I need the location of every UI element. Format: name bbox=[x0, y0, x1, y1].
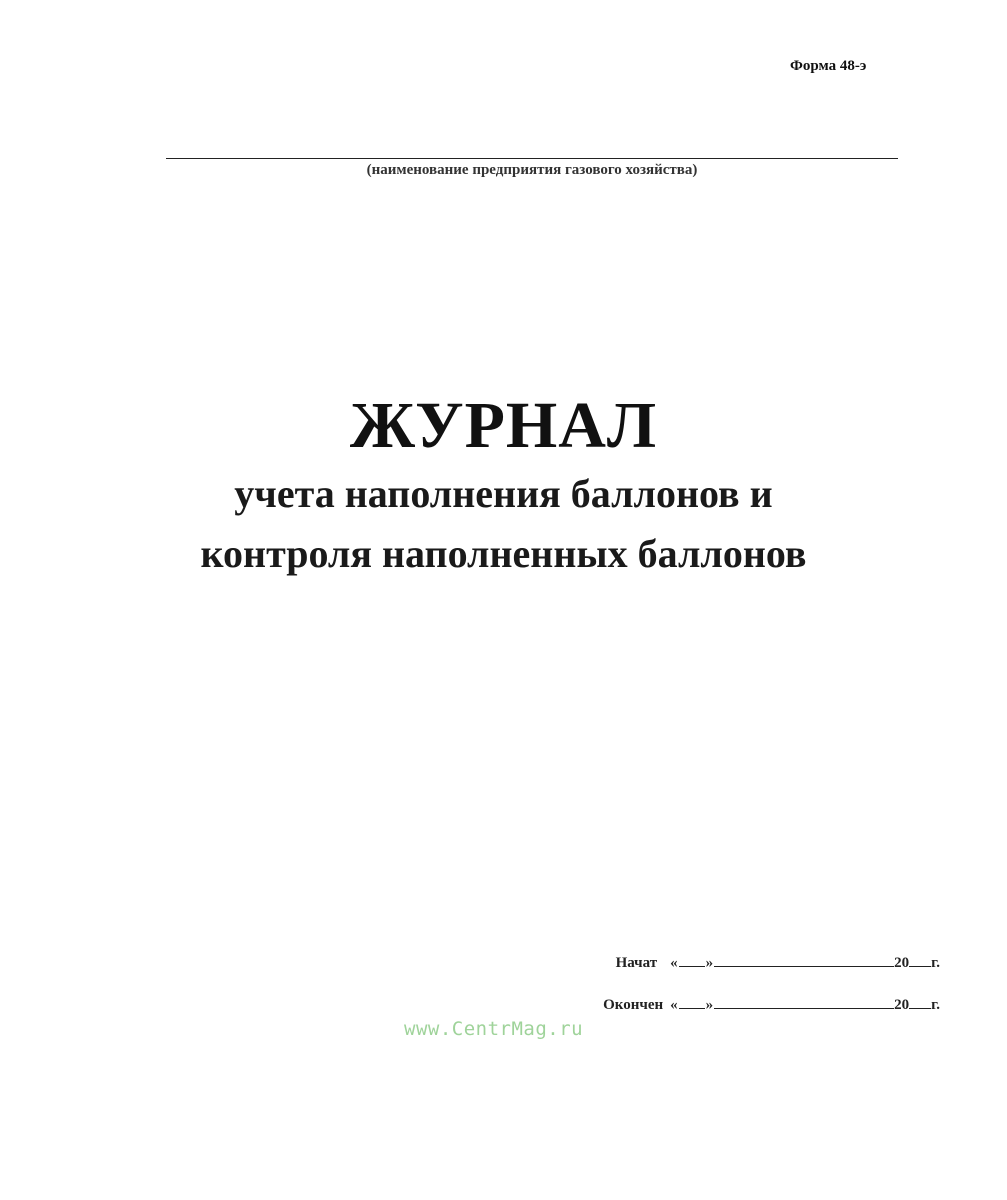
year-prefix: 20 bbox=[894, 955, 910, 971]
started-label: Начат bbox=[615, 955, 658, 971]
year-blank bbox=[909, 996, 931, 1009]
year-prefix: 20 bbox=[894, 997, 910, 1013]
year-blank bbox=[909, 954, 931, 967]
organization-name-line bbox=[166, 158, 898, 159]
watermark: www.CentrMag.ru bbox=[404, 1018, 584, 1040]
open-quote: « bbox=[670, 997, 678, 1013]
ended-label: Окончен bbox=[603, 997, 664, 1013]
organization-name-caption: (наименование предприятия газового хозяйства) bbox=[366, 162, 698, 178]
day-blank bbox=[679, 996, 705, 1009]
month-blank bbox=[714, 996, 894, 1009]
close-quote: » bbox=[705, 955, 714, 971]
ended-date-row bbox=[603, 996, 940, 1014]
month-blank bbox=[714, 954, 894, 967]
day-blank bbox=[679, 954, 705, 967]
journal-subtitle-line-1: учета наполнения баллонов и bbox=[234, 471, 773, 516]
year-suffix: г. bbox=[931, 955, 940, 971]
started-date-row bbox=[616, 954, 940, 972]
close-quote: » bbox=[705, 997, 714, 1013]
form-number: Форма 48-э bbox=[790, 58, 867, 74]
journal-subtitle-line-2: контроля наполненных баллонов bbox=[200, 531, 807, 576]
year-suffix: г. bbox=[931, 997, 940, 1013]
open-quote: « bbox=[670, 955, 678, 971]
journal-title: ЖУРНАЛ bbox=[349, 389, 658, 462]
